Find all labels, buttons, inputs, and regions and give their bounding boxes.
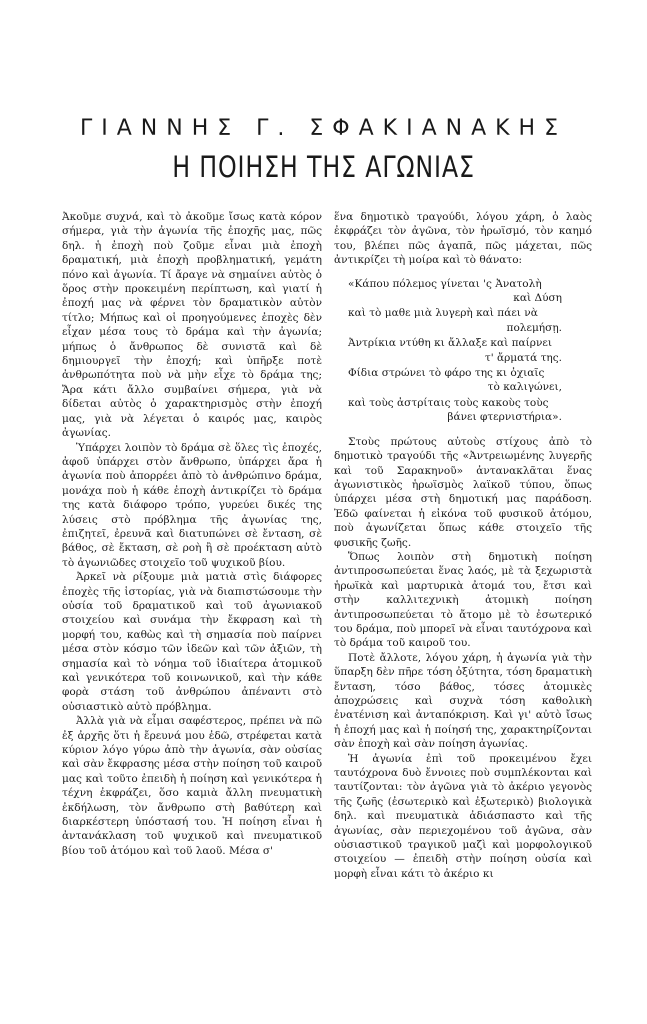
paragraph: Ὅπως λοιπὸν στὴ δημοτικὴ ποίηση ἀντιπροσωπεύεται ἕνας λαός, μὲ τὰ ξεχωριστὰ ἡρωϊκὰ καὶ μαρτυρικὰ ἀτομά του, ἔτσι καὶ στὴν καλλιτεχνικὴ ἀτομικὴ ποίηση ἀντιπροσωπεύεται τὸ ἄτομο μὲ τὸ ἐσωτερικό του δράμα, ποὺ μπορεῖ νὰ εἶναι ταυτόχρονα καὶ τὸ δράμα τοῦ καιροῦ του. [334,550,592,650]
verse-line-continuation: βάνει φτερνιστήρια». [447,411,562,424]
poem-verse [334,277,592,306]
verse-line: Ἀντρίκια ντύθη κι ἄλλαξε καὶ παίρνει [348,337,553,350]
left-column [62,210,322,858]
right-column [334,210,592,881]
article-title: Η ΠΟΙΗΣΗ ΤΗΣ ΑΓΩΝΙΑΣ [172,150,475,184]
paragraph: Ἡ ἀγωνία ἐπὶ τοῦ προκειμένου ἔχει ταυτόχρονα δυὸ ἔννοιες ποὺ συμπλέκονται καὶ ταυτίζονται: τὸν ἀγῶνα γιὰ τὸ ἀκέριο γεγονὸς τῆς ζωῆς (ἐσωτερικὸ καὶ ἐξωτερικὸ) βιολογικὰ δηλ. καὶ πνευματικὰ ἀδιάσπαστο καὶ τῆς ἀγωνίας, σὰν περιεχομένου τοῦ ἀγῶνα, σὰν οὐσιαστικοῦ τραγικοῦ μαζὶ καὶ μορφολογικοῦ στοιχείου — ἐπειδὴ στὴν ποίηση οὐσία καὶ μορφὴ εἶναι κάτι τὸ ἀκέριο κι [334,752,592,880]
paragraph: Στοὺς πρώτους αὐτοὺς στίχους ἀπὸ τὸ δημοτικὸ τραγούδι τῆς «Ἀντρειωμένης λυγερῆς καὶ τοῦ Σαρακηνοῦ» ἀντανακλᾶται ἕνας ἀγωνιστικὸς ἡρωϊσμὸς λαϊκοῦ τύπου, ὅπως ὑπάρχει μέσα στὴ δημοτική μας παράδοση. Ἐδῶ φαίνεται ἡ εἰκόνα τοῦ φυσικοῦ ἀτόμου, ποὺ ἀγωνίζεται ὅπως κάθε στοιχεῖο τῆς φυσικῆς ζωῆς. [334,435,592,549]
paragraph: Ἀλλὰ γιὰ νὰ εἶμαι σαφέστερος, πρέπει νὰ πῶ ἐξ ἀρχῆς ὅτι ἡ ἔρευνά μου ἐδῶ, στρέφεται κατὰ κύριον λόγο γύρω ἀπὸ τὴν ἀγωνία, σὰν οὐσίας καὶ σὰν ἔκφρασης μέσα στὴν ποίηση τοῦ καιροῦ μας καὶ τοῦτο ἐπειδὴ ἡ ποίηση καὶ γενικότερα ἡ τέχνη ἐκφράζει, ὅσο καμιὰ ἄλλη πνευματικὴ ἐκδήλωση, τὸν ἄνθρωπο στὴ βαθύτερη καὶ διαρκέστερη ὑπόστασή του. Ἡ ποίηση εἶναι ἡ ἀντανάκλαση τοῦ ψυχικοῦ καὶ πνευματικοῦ βίου τοῦ ἀτόμου καὶ τοῦ λαοῦ. Μέσα σ' [62,715,322,857]
verse-line-continuation: καὶ Δύση [513,292,562,305]
verse-line: καὶ τοὺς ἀστρίταις τοὺς κακοὺς τοὺς [348,396,549,409]
paragraph: ἕνα δημοτικὸ τραγούδι, λόγου χάρη, ὁ λαὸς ἐκφράζει τὸν ἀγῶνα, τὸν ἡρωϊσμό, τὸν καημό του, βλέπει πῶς ἀγαπᾶ, πῶς μάχεται, πῶς ἀντικρίζει τὴ μοίρα καὶ τὸ θάνατο: [334,211,592,267]
paragraph: Ἀρκεῖ νὰ ρίξουμε μιὰ ματιὰ στὶς διάφορες ἐποχὲς τῆς ἱστορίας, γιὰ νὰ διαπιστώσουμε τὴν οὐσία τοῦ δραματικοῦ καὶ τοῦ ἀγωνιακοῦ στοιχείου καὶ συνάμα τὴν ἔκφραση καὶ τὴ μορφή του, καθὼς καὶ τὴ σημασία ποὺ παίρνει μέσα στὸν κόσμο τῶν ἰδεῶν καὶ τῶν ἀξιῶν, τὴ σημασία καὶ τὸ νόημα τοῦ ἰδιαίτερα ἀτομικοῦ καὶ γενικότερα τοῦ κοινωνικοῦ, καὶ τὴν κάθε φορὰ στάση τοῦ ἀνθρώπου ἀπέναντι στὸ οὐσιαστικὸ αὐτὸ πρόβλημα. [62,571,322,713]
verse-line: «Κάπου πόλεμος γίνεται 'ς Ἀνατολὴ [348,277,542,290]
poem-verse [334,396,592,425]
poem-verse [334,366,592,395]
author-name: ΓΙΑΝΝΗΣ Γ. ΣΦΑΚΙΑΝΑΚΗΣ [80,116,567,141]
verse-line-continuation: τ' ἄρματά της. [484,351,562,364]
folk-song-quote [334,277,592,425]
verse-line: καὶ τὸ μαθε μιὰ λυγερὴ καὶ πάει νὰ [348,307,538,320]
poem-verse [334,336,592,365]
verse-line-continuation: τὸ καλιγώνει, [487,381,562,394]
paragraph: Ἀκοῦμε συχνά, καὶ τὸ ἀκοῦμε ἴσως κατὰ κόρον σήμερα, γιὰ τὴν ἀγωνία τῆς ἐποχῆς μας, πῶς δηλ. ἡ ἐποχὴ ποὺ ζοῦμε εἶναι μιὰ ἐποχὴ δραματική, μιὰ ἐποχὴ προβληματική, γεμάτη πόνο καὶ ἀγωνία. Τί ἄραγε νὰ σημαίνει αὐτὸς ὁ ὅρος στὴν προκειμένη περίπτωση, καὶ γιατί ἡ ἐποχή μας νὰ φέρνει τὸν δραματικὸν αὐτὸν τίτλο; Μήπως καὶ οἱ προηγούμενες ἐποχὲς δὲν εἶχαν μέσα τους τὸ δράμα καὶ τὴν ἀγωνία; μήπως ὁ ἄνθρωπος δὲ συνιστᾶ καὶ δὲ δημιουργεῖ τὴν ἐποχή; καὶ ὑπῆρξε ποτὲ ἀνθρωπότητα ποὺ νὰ μὴν εἶχε τὸ δράμα της; Ἄρα κάτι ἄλλο συμβαίνει σήμερα, γιὰ νὰ δίδεται αὐτὸς ὁ χαρακτηρισμὸς στὴν ἐποχή μας, γιὰ νὰ λέγεται ὁ καιρός μας, καιρὸς ἀγωνίας. [62,211,322,440]
verse-line: Φίδια στρώνει τὸ φάρο της κι ὀχιαῖς [348,367,545,380]
paragraph: Ποτὲ ἄλλοτε, λόγου χάρη, ἡ ἀγωνία γιὰ τὴν ὕπαρξη δὲν πῆρε τόση ὀξύτητα, τόση δραματικὴ ἔνταση, τόσο βάθος, τόσες ἀτομικὲς ἀποχρώσεις καὶ συχνὰ τόση καθολικὴ ἐνατένιση καὶ ἀνταπόκριση. Καὶ γι' αὐτὸ ἴσως ἡ ἐποχή μας καὶ ἡ ποίησή της, χαρακτηρίζονται σὰν ἐποχὴ καὶ σὰν ποίηση ἀγωνίας. [334,651,592,751]
poem-verse [334,306,592,335]
paragraph: Ὑπάρχει λοιπὸν τὸ δράμα σὲ ὅλες τὶς ἐποχές, ἀφοῦ ὑπάρχει στὸν ἄνθρωπο, ὑπάρχει ἄρα ἡ ἀγωνία ποὺ ἀπορρέει ἀπὸ τὸ ἀνθρώπινο δράμα, μονάχα ποὺ ἡ κάθε ἐποχὴ ἀντικρίζει τὸ δράμα της κατὰ διάφορο τρόπο, γυρεύει δικές της λύσεις στὸ πρόβλημα τῆς ἀγωνίας της, ἐπιζητεῖ, ἐρευνᾶ καὶ διατυπώνει σὲ ἔνταση, σὲ βάθος, σὲ ἔκταση, σὲ ροὴ ἢ σὲ προέκταση αὐτὸ τὸ ἀγωνιῶδες στοιχεῖο τοῦ ψυχικοῦ βίου. [62,441,322,569]
verse-line-continuation: πολεμήσῃ. [506,321,562,334]
